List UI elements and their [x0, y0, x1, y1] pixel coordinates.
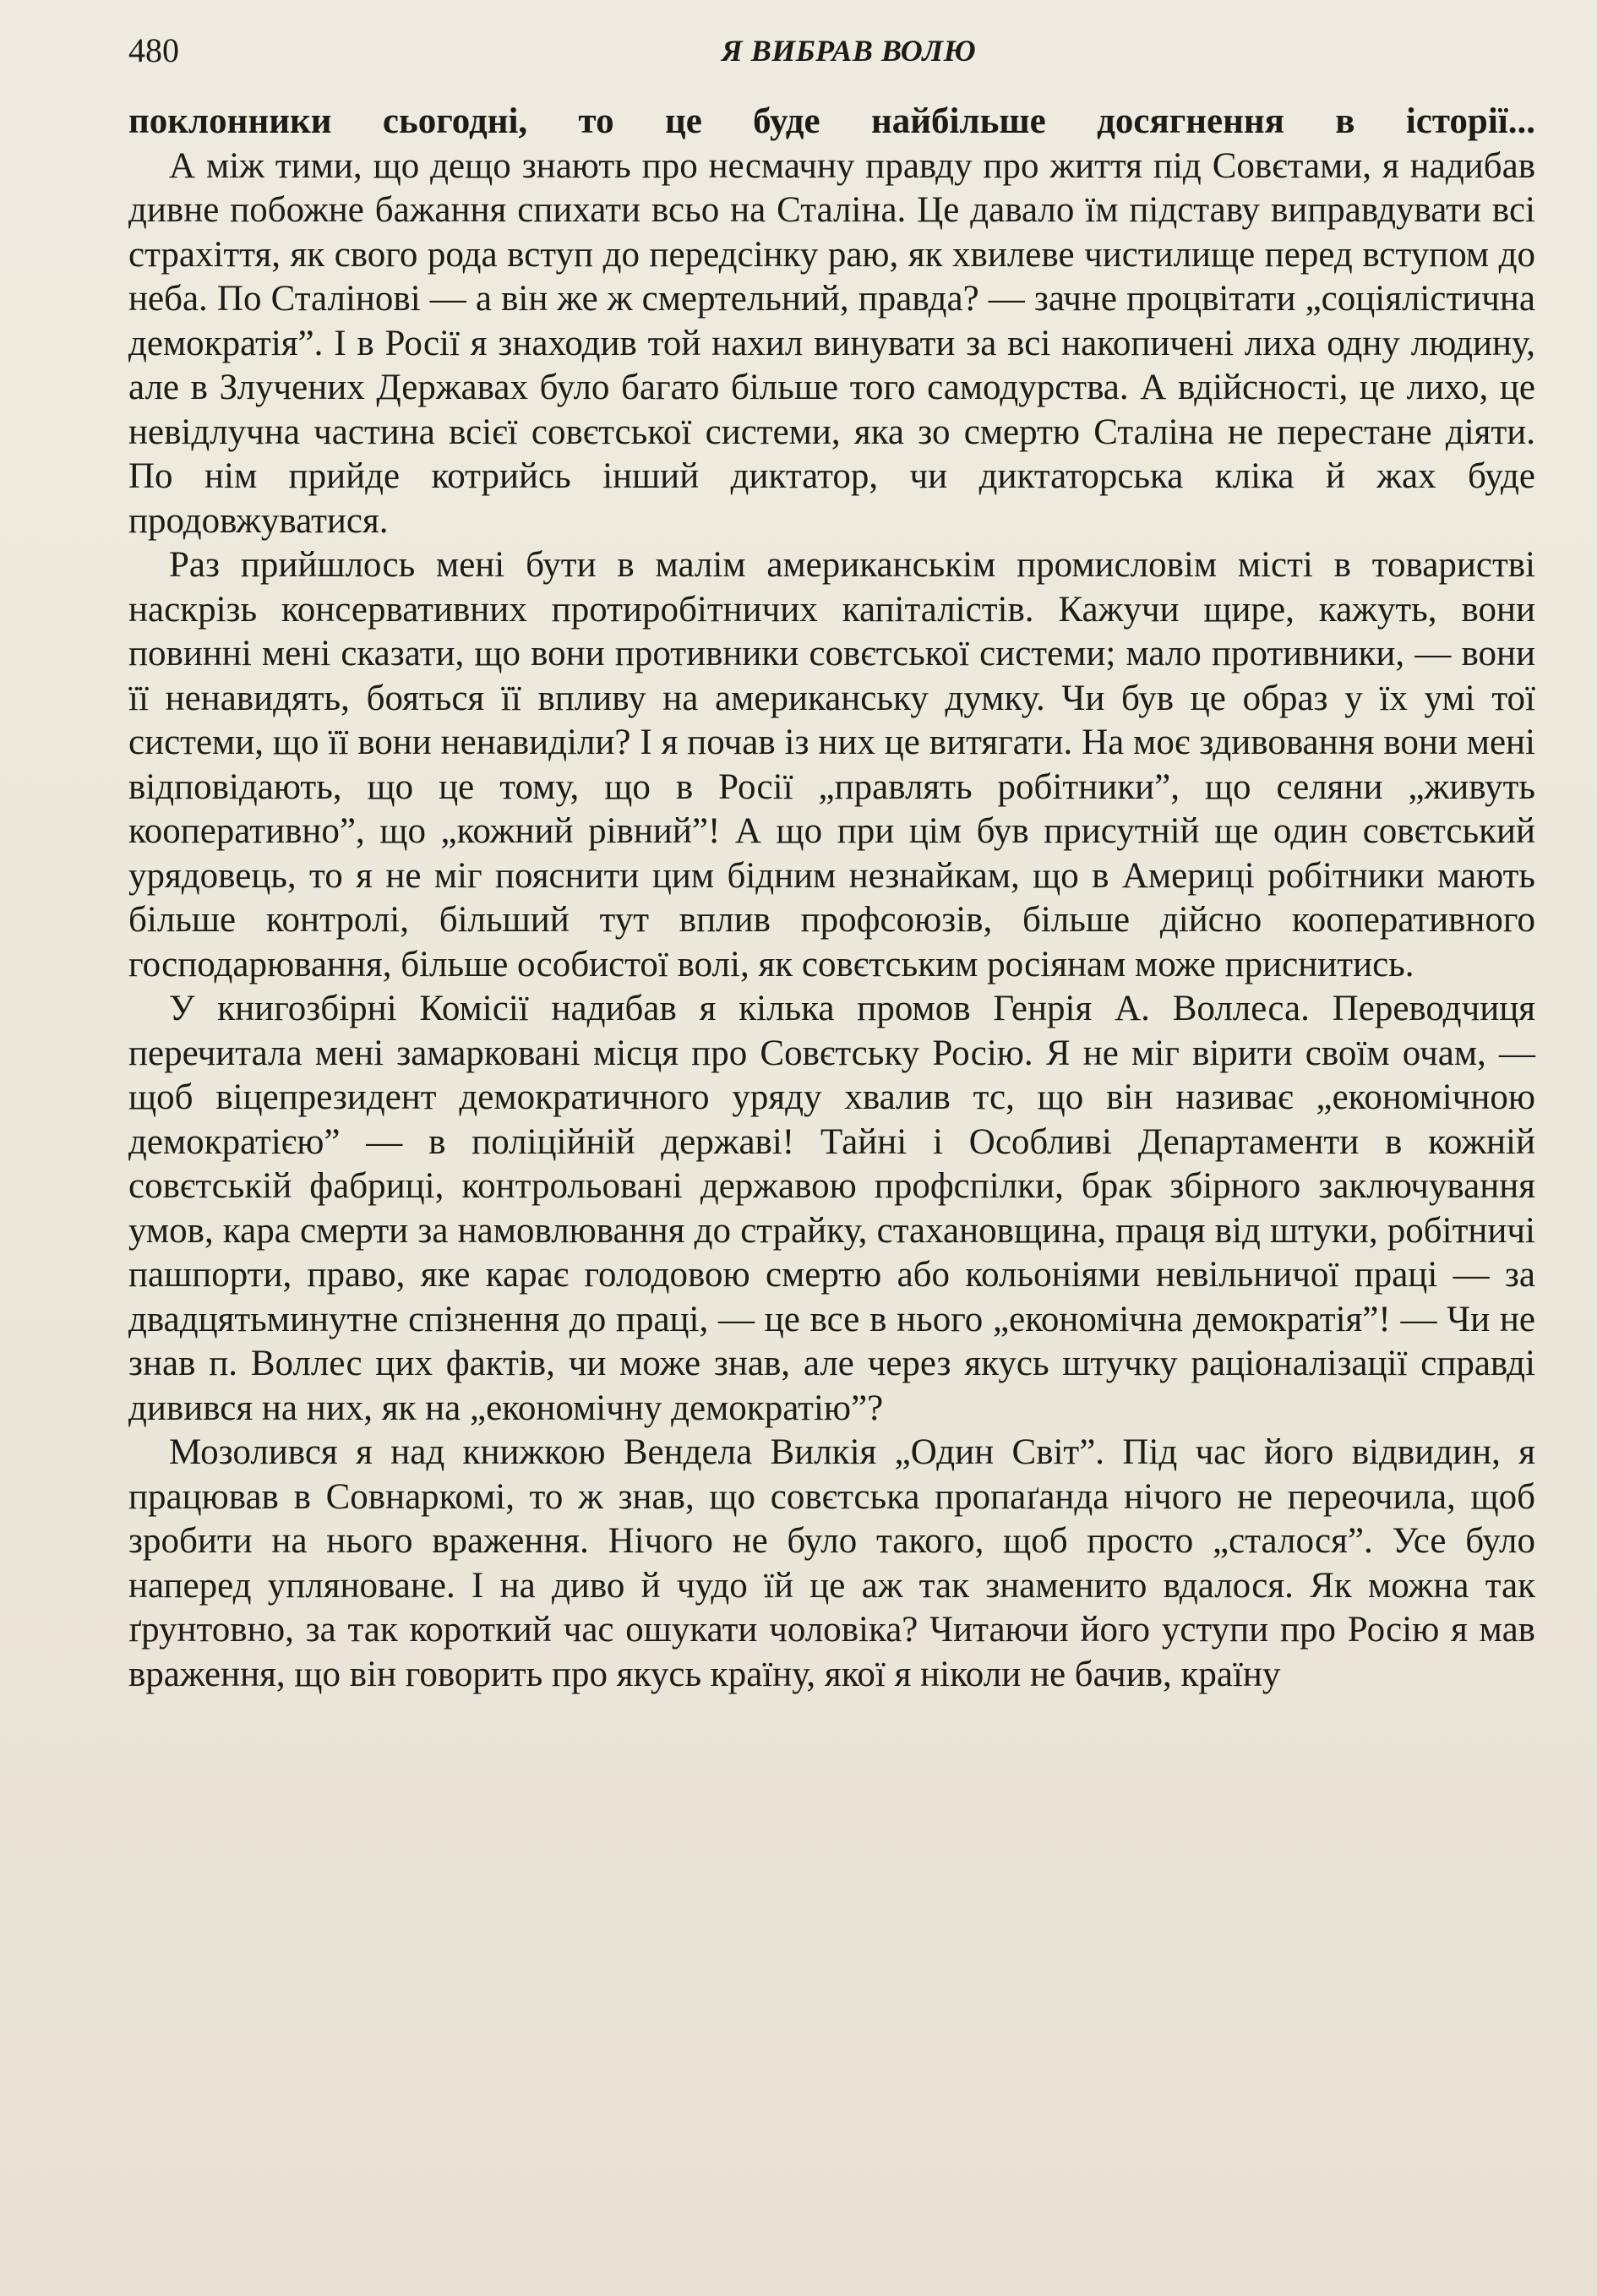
paragraph: А між тими, що дещо знають про несмачну правду про життя під Совєтами, я надибав дивне побожне бажання спихати всьо на Сталіна. Це давало їм підставу виправдувати всі страхіття, як свого рода вступ до передсінку раю, як хвилеве чистилище перед вступом до неба. По Сталінові — а він же ж смертельний, правда? — зачне процвітати „соціялістична демократія”. І в Росії я знаходив той нахил винувати за всі накопичені лиха одну людину, але в Злучених Державах було багато більше того самодурства. А вдійсності, це лихо, це невідлучна частина всієї совєтської системи, яка зо смертю Сталіна не перестане діяти. По нім прийде котрийсь інший диктатор, чи диктаторська кліка й жах буде продовжуватися. [128, 145, 1535, 541]
continued-line: поклонники сьогодні, то це буде найбільше досягнення в історії... [128, 101, 1535, 141]
body-text [128, 100, 1535, 1697]
paragraph: У книгозбірні Комісії надибав я кілька промов Генрія А. Воллеса. Переводчиця перечитала мені замарковані місця про Совєтську Росію. Я не міг вірити своїм очам, — щоб віцепрезидент демократичного уряду хвалив тс, що він називає „економічною демократією” — в поліційній державі! Тайні і Особливі Департаменти в кожній совєтській фабриці, контрольовані державою профспілки, брак збірного заключування умов, кара смерти за намовлювання до страйку, стахановщина, праця від штуки, робітничі пашпорти, право, яке карає голодовою смертю або кольоніями невільничої праці — за двадцятьминутне спізнення до праці, — це все в нього „економічна демократія”! — Чи не знав п. Воллес цих фактів, чи може знав, але через якусь штучку раціоналізації справді дивився на них, як на „економічну демократію”? [128, 989, 1535, 1428]
page-number: 480 [128, 31, 179, 69]
paragraph: Мозолився я над книжкою Вендела Вилкія „Один Світ”. Під час його відвидин, я працював в Совнаркомі, то ж знав, що совєтська пропаґанда нічого не переочила, щоб зробити на нього враження. Нічого не було такого, щоб просто „сталося”. Усе було наперед упляноване. І на диво й чудо їй це аж так знаменито вдалося. Як можна так ґрунтовно, за так короткий час ошукати чоловіка? Читаючи його уступи про Росію я мав враження, що він говорить про якусь країну, якої я ніколи не бачив, країну [128, 1432, 1535, 1694]
paragraph: Раз прийшлось мені бути в малім американськім промисловім місті в товаристві наскрізь консервативних протиробітничих капіталістів. Кажучи щире, кажуть, вони повинні мені сказати, що вони противники совєтської системи; мало противники, — вони її ненавидять, бояться її впливу на американську думку. Чи був це образ у їх умі тої системи, що її вони ненавиділи? І я почав із них це витягати. На моє здивовання вони мені відповідають, що це тому, що в Росії „правлять робітники”, що селяни „живуть кооперативно”, що „кожний рівний”! А що при цім був присутній ще один совєтський урядовець, то я не міг пояснити цим бідним незнайкам, що в Америці робітники мають більше контролі, більший тут вплив профсоюзів, більше дійсно кооперативного господарювання, більше особистої волі, як совєтським росіянам може приснитись. [128, 545, 1535, 984]
running-title: Я ВИБРАВ ВОЛЮ [721, 34, 977, 68]
running-head [128, 25, 1535, 76]
